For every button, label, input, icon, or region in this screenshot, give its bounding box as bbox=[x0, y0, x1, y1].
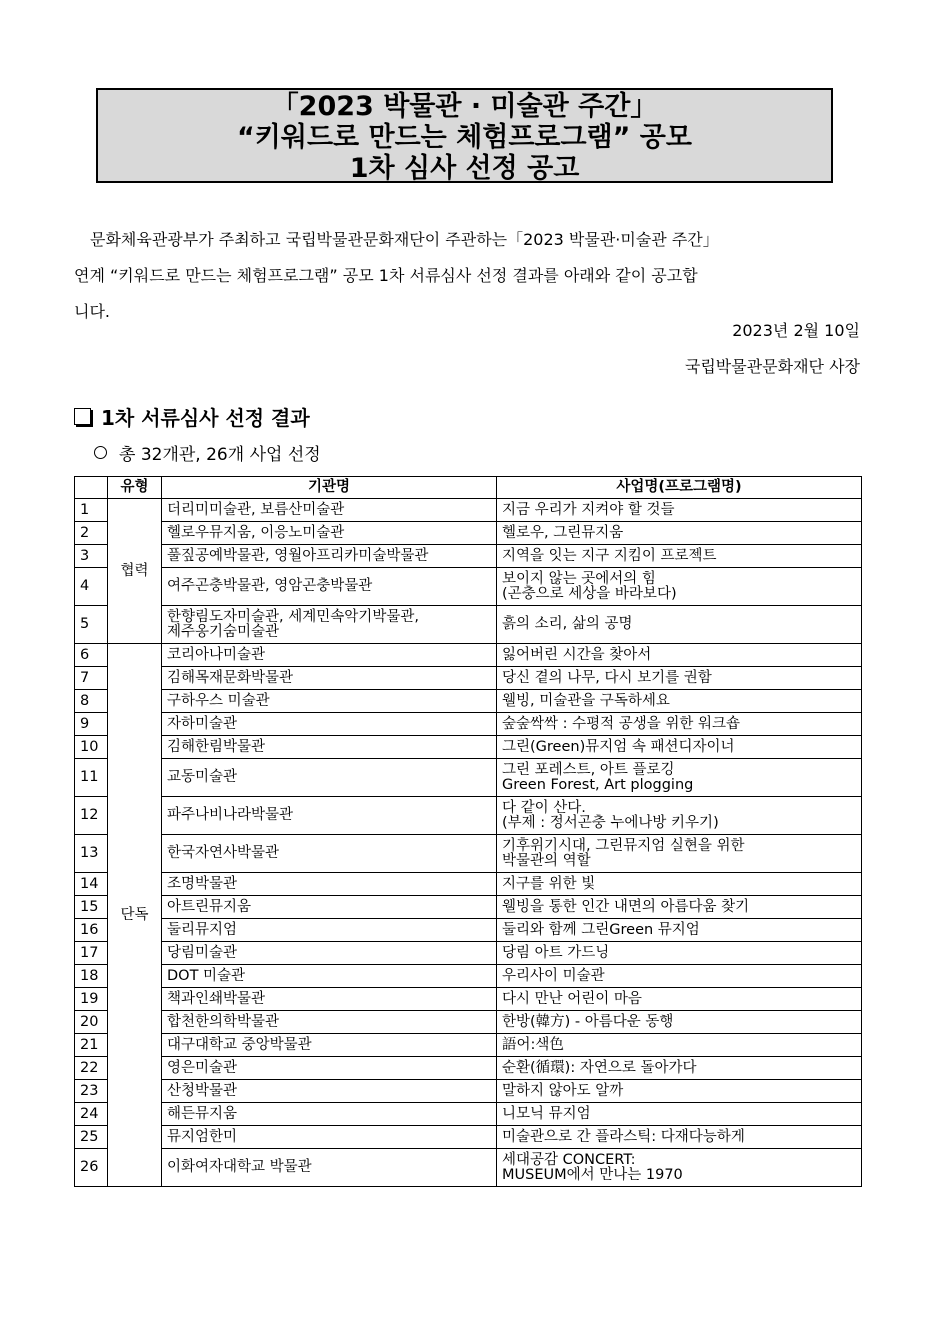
institution-name: 한국자연사박물관 bbox=[162, 835, 497, 873]
table-row bbox=[75, 1057, 862, 1080]
table-row bbox=[75, 835, 862, 873]
row-number: 12 bbox=[75, 797, 108, 835]
program-name: 숲숲싹싹 : 수평적 공생을 위한 워크숍 bbox=[497, 713, 862, 736]
institution-name: 조명박물관 bbox=[162, 873, 497, 896]
program-name: 語어:색色 bbox=[497, 1034, 862, 1057]
institution-name: 김해목재문화박물관 bbox=[162, 667, 497, 690]
institution-name: 파주나비나라박물관 bbox=[162, 797, 497, 835]
table-header-row bbox=[75, 477, 862, 499]
institution-name: 뮤지엄한미 bbox=[162, 1126, 497, 1149]
institution-name: 교동미술관 bbox=[162, 759, 497, 797]
row-number: 1 bbox=[75, 499, 108, 522]
row-number: 5 bbox=[75, 606, 108, 644]
table-row bbox=[75, 1103, 862, 1126]
row-number: 4 bbox=[75, 568, 108, 606]
checkbox-square-icon bbox=[74, 408, 91, 425]
row-number: 13 bbox=[75, 835, 108, 873]
table-row bbox=[75, 499, 862, 522]
program-name: 보이지 않는 곳에서의 힘 (곤충으로 세상을 바라보다) bbox=[497, 568, 862, 606]
table-row bbox=[75, 1149, 862, 1187]
table-row bbox=[75, 896, 862, 919]
row-number: 16 bbox=[75, 919, 108, 942]
program-name: 헬로우, 그린뮤지움 bbox=[497, 522, 862, 545]
row-number: 7 bbox=[75, 667, 108, 690]
institution-name: 더리미미술관, 보름산미술관 bbox=[162, 499, 497, 522]
institution-name: 이화여자대학교 박물관 bbox=[162, 1149, 497, 1187]
institution-name: 둘리뮤지엄 bbox=[162, 919, 497, 942]
institution-name: 대구대학교 중앙박물관 bbox=[162, 1034, 497, 1057]
institution-name: 해든뮤지움 bbox=[162, 1103, 497, 1126]
table-row bbox=[75, 965, 862, 988]
row-number: 19 bbox=[75, 988, 108, 1011]
intro-paragraph bbox=[74, 222, 860, 330]
results-table bbox=[74, 476, 862, 1187]
table-row bbox=[75, 1011, 862, 1034]
row-number: 18 bbox=[75, 965, 108, 988]
table-row bbox=[75, 1126, 862, 1149]
institution-name: 구하우스 미술관 bbox=[162, 690, 497, 713]
header-institution: 기관명 bbox=[162, 477, 497, 499]
institution-name: 김해한림박물관 bbox=[162, 736, 497, 759]
program-name: 세대공감 CONCERT: MUSEUM에서 만나는 1970 bbox=[497, 1149, 862, 1187]
program-name: 그린 포레스트, 아트 플로깅 Green Forest, Art plogging bbox=[497, 759, 862, 797]
program-name: 웰빙을 통한 인간 내면의 아름다움 찾기 bbox=[497, 896, 862, 919]
program-name: 한방(韓方) - 아름다운 동행 bbox=[497, 1011, 862, 1034]
table-row bbox=[75, 568, 862, 606]
program-name: 우리사이 미술관 bbox=[497, 965, 862, 988]
institution-name: 한향림도자미술관, 세계민속악기박물관, 제주옹기숨미술관 bbox=[162, 606, 497, 644]
program-name: 잃어버린 시간을 찾아서 bbox=[497, 644, 862, 667]
type-cooperation: 협력 bbox=[108, 499, 162, 644]
row-number: 25 bbox=[75, 1126, 108, 1149]
table-row bbox=[75, 545, 862, 568]
program-name: 지구를 위한 빛 bbox=[497, 873, 862, 896]
title-line-1: 「2023 박물관 · 미술관 주간」 bbox=[271, 91, 658, 122]
program-name: 미술관으로 간 플라스틱: 다재다능하게 bbox=[497, 1126, 862, 1149]
header-type: 유형 bbox=[108, 477, 162, 499]
announcement-date: 2023년 2월 10일 bbox=[732, 321, 860, 340]
header-program: 사업명(프로그램명) bbox=[497, 477, 862, 499]
table-body bbox=[75, 499, 862, 1187]
institution-name: 자하미술관 bbox=[162, 713, 497, 736]
institution-name: 아트린뮤지움 bbox=[162, 896, 497, 919]
row-number: 9 bbox=[75, 713, 108, 736]
row-number: 10 bbox=[75, 736, 108, 759]
row-number: 21 bbox=[75, 1034, 108, 1057]
intro-line-2: 연계 “키워드로 만드는 체험프로그램” 공모 1차 서류심사 선정 결과를 아래와 같이 공고합 bbox=[74, 266, 698, 285]
program-name: 지금 우리가 지켜야 할 것들 bbox=[497, 499, 862, 522]
announcing-organization: 국립박물관문화재단 사장 bbox=[684, 357, 860, 376]
row-number: 14 bbox=[75, 873, 108, 896]
institution-name: 합천한의학박물관 bbox=[162, 1011, 497, 1034]
program-name: 지역을 잇는 지구 지킴이 프로젝트 bbox=[497, 545, 862, 568]
program-name: 기후위기시대, 그린뮤지엄 실현을 위한 박물관의 역할 bbox=[497, 835, 862, 873]
row-number: 26 bbox=[75, 1149, 108, 1187]
program-name: 당신 곁의 나무, 다시 보기를 권함 bbox=[497, 667, 862, 690]
row-number: 17 bbox=[75, 942, 108, 965]
institution-name: 영은미술관 bbox=[162, 1057, 497, 1080]
row-number: 22 bbox=[75, 1057, 108, 1080]
table-row bbox=[75, 606, 862, 644]
table-row bbox=[75, 919, 862, 942]
title-box bbox=[96, 88, 833, 183]
institution-name: 여주곤충박물관, 영암곤충박물관 bbox=[162, 568, 497, 606]
program-name: 흙의 소리, 삶의 공명 bbox=[497, 606, 862, 644]
table-row bbox=[75, 522, 862, 545]
program-name: 웰빙, 미술관을 구독하세요 bbox=[497, 690, 862, 713]
row-number: 3 bbox=[75, 545, 108, 568]
table-row bbox=[75, 1034, 862, 1057]
table-row bbox=[75, 713, 862, 736]
header-number bbox=[75, 477, 108, 499]
intro-line-3: 니다. bbox=[74, 302, 110, 321]
table-row bbox=[75, 690, 862, 713]
program-name: 니모닉 뮤지엄 bbox=[497, 1103, 862, 1126]
section-title-text: 1차 서류심사 선정 결과 bbox=[101, 406, 310, 430]
table-row bbox=[75, 873, 862, 896]
table-row bbox=[75, 942, 862, 965]
table-row bbox=[75, 736, 862, 759]
row-number: 20 bbox=[75, 1011, 108, 1034]
title-line-2: “키워드로 만드는 체험프로그램” 공모 bbox=[237, 122, 692, 153]
table-row bbox=[75, 797, 862, 835]
program-name: 순환(循環): 자연으로 돌아가다 bbox=[497, 1057, 862, 1080]
section-title bbox=[74, 402, 310, 431]
row-number: 15 bbox=[75, 896, 108, 919]
summary-line bbox=[94, 440, 321, 465]
type-single: 단독 bbox=[108, 644, 162, 1187]
institution-name: DOT 미술관 bbox=[162, 965, 497, 988]
institution-name: 산청박물관 bbox=[162, 1080, 497, 1103]
table-row bbox=[75, 644, 862, 667]
program-name: 둘리와 함께 그린Green 뮤지엄 bbox=[497, 919, 862, 942]
table-row bbox=[75, 1080, 862, 1103]
row-number: 8 bbox=[75, 690, 108, 713]
program-name: 그린(Green)뮤지엄 속 패션디자이너 bbox=[497, 736, 862, 759]
title-line-3: 1차 심사 선정 공고 bbox=[349, 153, 580, 184]
program-name: 다 같이 산다. (부제 : 정서곤충 누에나방 키우기) bbox=[497, 797, 862, 835]
table-row bbox=[75, 988, 862, 1011]
intro-line-1: 문화체육관광부가 주최하고 국립박물관문화재단이 주관하는「2023 박물관·미술관 주간」 bbox=[90, 230, 719, 249]
program-name: 당림 아트 가드닝 bbox=[497, 942, 862, 965]
institution-name: 책과인쇄박물관 bbox=[162, 988, 497, 1011]
row-number: 23 bbox=[75, 1080, 108, 1103]
row-number: 6 bbox=[75, 644, 108, 667]
table-row bbox=[75, 759, 862, 797]
institution-name: 헬로우뮤지움, 이응노미술관 bbox=[162, 522, 497, 545]
circle-bullet-icon bbox=[94, 446, 107, 459]
table-row bbox=[75, 667, 862, 690]
program-name: 다시 만난 어린이 마음 bbox=[497, 988, 862, 1011]
institution-name: 당림미술관 bbox=[162, 942, 497, 965]
row-number: 24 bbox=[75, 1103, 108, 1126]
row-number: 11 bbox=[75, 759, 108, 797]
institution-name: 풀짚공예박물관, 영월아프리카미술박물관 bbox=[162, 545, 497, 568]
summary-text: 총 32개관, 26개 사업 선정 bbox=[119, 445, 321, 465]
row-number: 2 bbox=[75, 522, 108, 545]
institution-name: 코리아나미술관 bbox=[162, 644, 497, 667]
program-name: 말하지 않아도 알까 bbox=[497, 1080, 862, 1103]
